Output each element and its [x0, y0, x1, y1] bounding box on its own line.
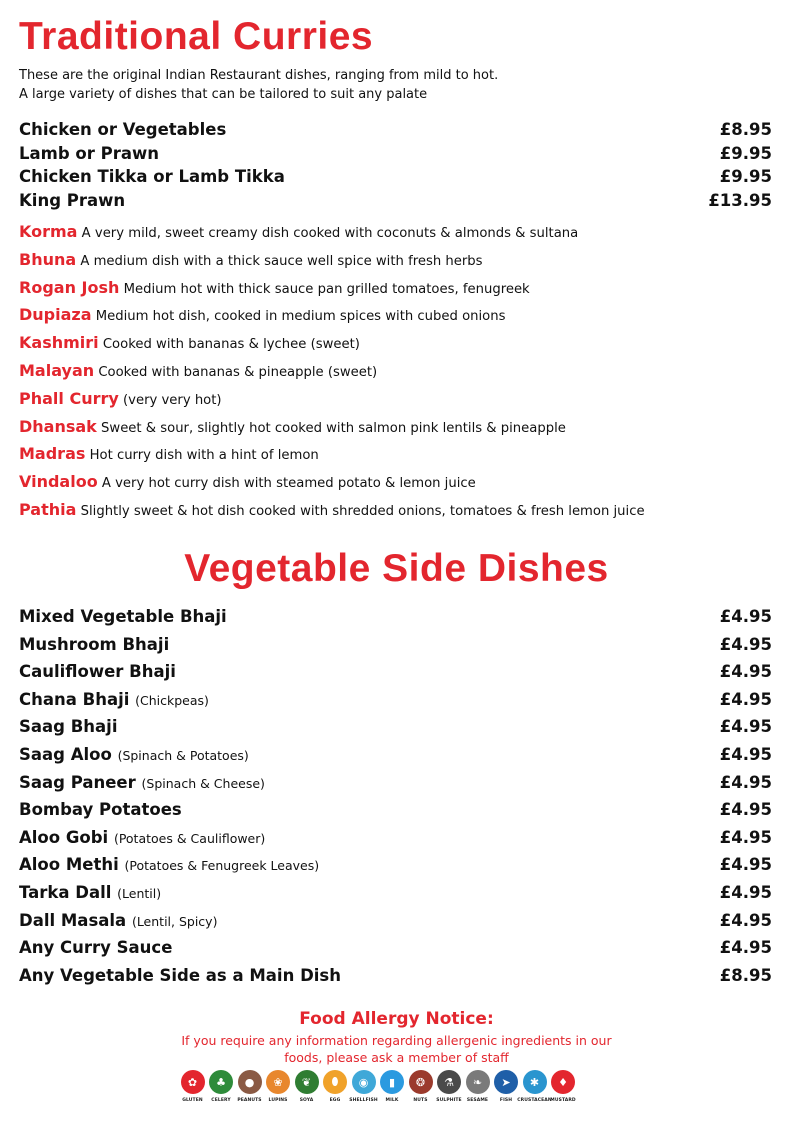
side-dish-price: £4.95 [719, 800, 772, 820]
lupin-icon: ❀ [266, 1070, 290, 1094]
curry-description: (very very hot) [123, 392, 222, 408]
allergen-icons [180, 1070, 576, 1103]
allergy-text: If you require any information regarding allergenic ingredients in our foods, please ask a member of staff [181, 1033, 612, 1065]
side-dish-name: Mixed Vegetable Bhaji [19, 607, 227, 626]
allergen-item [551, 1070, 576, 1103]
curry-description: A medium dish with a thick sauce well spice with fresh herbs [80, 253, 483, 269]
side-dish-note: (Spinach & Cheese) [141, 775, 265, 791]
side-dish-price: £4.95 [719, 607, 772, 626]
curry-list [19, 220, 779, 526]
side-dish-row [19, 714, 772, 742]
intro-line: These are the original Indian Restaurant dishes, ranging from mild to hot. [19, 68, 499, 83]
curries-heading: Traditional Curries [19, 15, 374, 58]
curry-description: Cooked with bananas & pineapple (sweet) [98, 364, 378, 380]
sides-heading: Vegetable Side Dishes [184, 547, 609, 590]
curry-name: Pathia [19, 499, 77, 519]
side-dish-price: £4.95 [719, 855, 772, 875]
side-dish-price: £4.95 [719, 717, 772, 737]
side-dish-note: (Potatoes & Fenugreek Leaves) [124, 858, 320, 874]
side-dish-price: £4.95 [719, 662, 772, 682]
allergen-label: MILK [385, 1098, 399, 1103]
allergen-label: MUSTARD [550, 1098, 576, 1103]
side-dish-price: £4.95 [719, 689, 772, 709]
curry-name: Madras [19, 444, 86, 464]
curry-item [19, 470, 779, 498]
curry-description: Slightly sweet & hot dish cooked with shredded onions, tomatoes & fresh lemon juice [80, 503, 645, 519]
side-dish-row [19, 797, 772, 825]
side-dish-row [19, 687, 772, 715]
side-dish-name: Cauliflower Bhaji [19, 662, 176, 682]
side-dish-price: £4.95 [719, 744, 772, 764]
curry-description: A very mild, sweet creamy dish cooked with coconuts & almonds & sultana [81, 226, 579, 241]
side-dish-name: Saag Paneer [19, 772, 136, 792]
allergen-item [437, 1070, 462, 1103]
price-option-price: £9.95 [719, 143, 772, 163]
allergen-item [237, 1070, 262, 1103]
side-dish-price: £4.95 [719, 910, 772, 930]
side-dish-name: Aloo Gobi [19, 827, 109, 847]
celery-icon: ♣ [209, 1070, 233, 1094]
curry-name: Bhuna [19, 249, 77, 269]
allergen-item [266, 1070, 291, 1103]
side-dish-note: (Chickpeas) [135, 692, 209, 708]
side-dish-price: £8.95 [719, 965, 772, 985]
allergen-label: SHELLFISH [349, 1098, 378, 1103]
side-dish-price: £4.95 [719, 772, 772, 792]
price-row [19, 118, 772, 142]
egg-icon: ⬮ [323, 1070, 347, 1094]
side-dish-price: £4.95 [719, 827, 772, 847]
side-dish-name: Dall Masala [19, 910, 127, 930]
side-dish-label [19, 604, 227, 632]
side-dish-label [19, 880, 161, 908]
curry-description: Hot curry dish with a hint of lemon [89, 448, 319, 464]
side-dish-name: Saag Bhaji [19, 717, 118, 737]
curry-item [19, 442, 779, 470]
curry-description: Medium hot with thick sauce pan grilled tomatoes, fenugreek [123, 281, 530, 297]
allergen-label: LUPINS [268, 1098, 288, 1103]
allergen-item [294, 1070, 319, 1103]
side-dish-label [19, 825, 265, 853]
side-dish-label [19, 797, 182, 825]
side-dish-label [19, 852, 319, 880]
curry-name: Korma [19, 222, 78, 241]
curry-item [19, 220, 779, 248]
side-dish-label [19, 632, 169, 660]
peanut-icon: ● [238, 1070, 262, 1094]
side-dish-label [19, 714, 117, 742]
side-dish-name: Any Vegetable Side as a Main Dish [19, 965, 341, 985]
allergen-label: NUTS [413, 1098, 428, 1103]
side-dish-name: Tarka Dall [19, 882, 112, 902]
side-dish-name: Chana Bhaji [19, 689, 130, 709]
curry-item [19, 276, 779, 304]
allergen-item [180, 1070, 205, 1103]
price-option-name: Chicken or Vegetables [19, 120, 227, 139]
allergen-label: PEANUTS [237, 1098, 262, 1103]
soya-icon: ❦ [295, 1070, 319, 1094]
curry-item [19, 359, 779, 387]
side-dish-row [19, 852, 772, 880]
allergen-item [380, 1070, 405, 1103]
curries-intro [19, 66, 498, 104]
allergen-item [408, 1070, 433, 1103]
side-dish-name: Any Curry Sauce [19, 938, 173, 958]
curry-description: A very hot curry dish with steamed potato & lemon juice [101, 476, 476, 492]
price-option-price: £13.95 [708, 190, 772, 210]
side-dish-label [19, 742, 249, 770]
side-dish-name: Aloo Methi [19, 855, 119, 875]
allergen-label: GLUTEN [182, 1098, 203, 1103]
price-option-name: Chicken Tikka or Lamb Tikka [19, 167, 285, 186]
allergen-label: EGG [329, 1098, 341, 1103]
curry-item [19, 415, 779, 443]
sulphite-icon: ⚗ [437, 1070, 461, 1094]
curry-item [19, 498, 779, 526]
curry-name: Rogan Josh [19, 277, 120, 297]
side-dish-row [19, 963, 772, 991]
price-option-name: King Prawn [19, 190, 126, 210]
side-dish-label [19, 935, 172, 963]
side-dish-name: Bombay Potatoes [19, 800, 182, 820]
allergen-label: SULPHITE [436, 1098, 462, 1103]
allergy-title: Food Allergy Notice: [299, 1009, 494, 1029]
side-dish-row [19, 659, 772, 687]
milk-icon: ▮ [380, 1070, 404, 1094]
side-dish-label [19, 908, 217, 936]
curry-price-list [19, 118, 772, 212]
side-dish-label [19, 770, 265, 798]
side-dish-row [19, 770, 772, 798]
curry-name: Vindaloo [19, 472, 98, 492]
side-dish-label [19, 659, 176, 687]
side-dish-row [19, 908, 772, 936]
price-row [19, 165, 772, 189]
side-dish-note: (Lentil) [117, 885, 162, 901]
fish-icon: ➤ [494, 1070, 518, 1094]
curry-item [19, 303, 779, 331]
intro-line: A large variety of dishes that can be tailored to suit any palate [19, 87, 428, 102]
allergen-item [465, 1070, 490, 1103]
allergy-notice [0, 1008, 793, 1066]
wheat-icon: ✿ [181, 1070, 205, 1094]
price-row [19, 142, 772, 166]
curry-name: Dhansak [19, 416, 97, 436]
price-option-price: £9.95 [719, 167, 772, 186]
allergen-item [323, 1070, 348, 1103]
side-dish-list [19, 604, 772, 990]
nuts-icon: ❂ [409, 1070, 433, 1094]
side-dish-label [19, 963, 341, 991]
curry-name: Malayan [19, 360, 95, 380]
price-option-name: Lamb or Prawn [19, 143, 159, 163]
curry-name: Phall Curry [19, 388, 119, 408]
side-dish-row [19, 632, 772, 660]
side-dish-note: (Potatoes & Cauliflower) [113, 830, 266, 846]
allergen-item [351, 1070, 376, 1103]
curry-description: Sweet & sour, slightly hot cooked with salmon pink lentils & pineapple [101, 420, 566, 436]
side-dish-row [19, 604, 772, 632]
curry-name: Kashmiri [19, 333, 99, 353]
curry-description: Medium hot dish, cooked in medium spices with cubed onions [95, 309, 506, 325]
side-dish-row [19, 825, 772, 853]
allergen-label: FISH [499, 1098, 513, 1103]
price-option-price: £8.95 [719, 120, 772, 139]
allergen-item [209, 1070, 234, 1103]
curry-item [19, 387, 779, 415]
side-dish-row [19, 880, 772, 908]
side-dish-label [19, 687, 209, 715]
crustacean-icon: ✱ [523, 1070, 547, 1094]
allergen-item [494, 1070, 519, 1103]
curry-item [19, 248, 779, 276]
allergen-label: CRUSTACEAN [517, 1098, 552, 1103]
allergen-label: SOYA [299, 1098, 314, 1103]
mustard-icon: ♦ [551, 1070, 575, 1094]
shellfish-icon: ◉ [352, 1070, 376, 1094]
allergen-item [517, 1070, 552, 1103]
curry-item [19, 331, 779, 359]
allergen-label: CELERY [211, 1098, 231, 1103]
curry-description: Cooked with bananas & lychee (sweet) [102, 337, 360, 353]
side-dish-name: Saag Aloo [19, 744, 112, 764]
side-dish-note: (Lentil, Spicy) [131, 913, 218, 929]
side-dish-note: (Spinach & Potatoes) [117, 747, 249, 763]
side-dish-price: £4.95 [719, 938, 772, 958]
side-dish-name: Mushroom Bhaji [19, 634, 170, 654]
price-row [19, 189, 772, 213]
side-dish-price: £4.95 [719, 634, 772, 654]
side-dish-row [19, 742, 772, 770]
side-dish-row [19, 935, 772, 963]
side-dish-price: £4.95 [719, 882, 772, 902]
curry-name: Dupiaza [19, 305, 92, 325]
allergen-label: SESAME [466, 1098, 489, 1103]
sesame-icon: ❧ [466, 1070, 490, 1094]
